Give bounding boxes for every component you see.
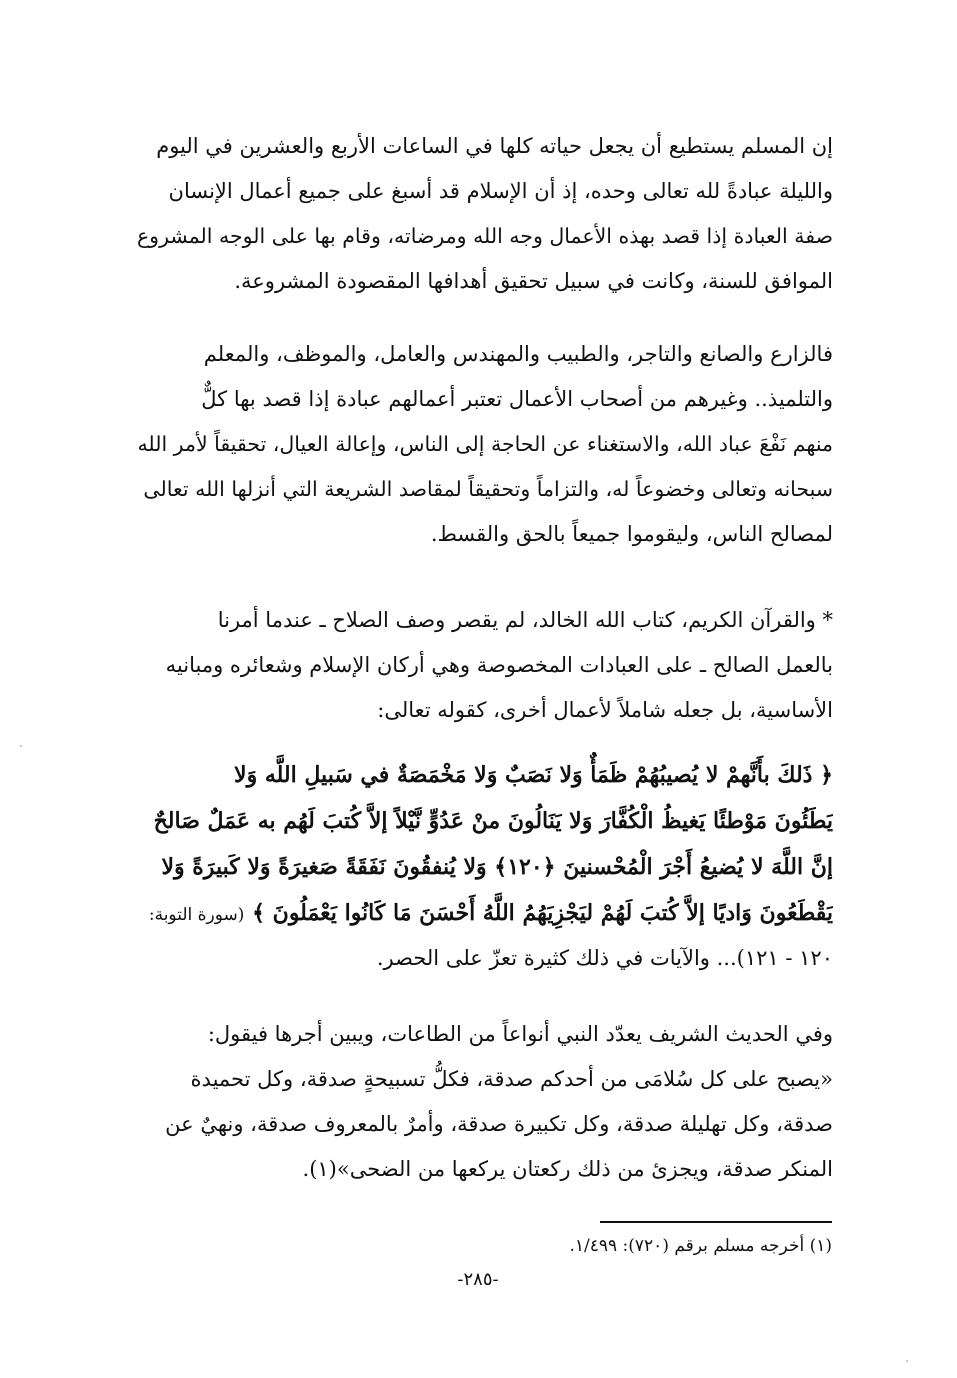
paragraph-line: والتلميذ.. وغيرهم من أصحاب الأعمال تعتبر أعمالهم عبادة إذا قصد بها كلٌّ (201, 387, 833, 411)
paragraph-line: وفي الحديث الشريف يعدّد النبي أنواعاً من الطاعات، ويبين أجرها فيقول: (207, 1022, 833, 1046)
paragraph-line: والليلة عبادةً لله تعالى وحده، إذ أن الإسلام قد أسبغ على جميع أعمال الإنسان (168, 179, 833, 203)
verse-line-text: يَقْطَعُونَ وَاديًا إلاَّ كُتبَ لَهُمْ ليَجْزِيَهُمُ اللَّهُ أَحْسَنَ مَا كَانُوا يَعْمَلُونَ ﴾ (252, 900, 833, 926)
footnote-divider (600, 1221, 832, 1223)
scan-speck (906, 1360, 908, 1362)
quran-verse (128, 752, 833, 936)
paragraph-line: سبحانه وتعالى وخضوعاً له، والتزاماً وتحقيقاً لمقاصد الشريعة التي أنزلها الله تعالى (143, 477, 833, 501)
paragraph-line: منهم نَفْعَ عباد الله، والاستغناء عن الحاجة إلى الناس، وإعالة العيال، تحقيقاً لأمر الله (137, 432, 833, 456)
paragraph-line: صفة العبادة إذا قصد بهذه الأعمال وجه الله ومرضاته، وقام بها على الوجه المشروع (136, 224, 833, 248)
verse-line: يَطَئُونَ مَوْطئًا يَغيظُ الْكُفَّارَ وَلا يَنَالُونَ منْ عَدُوٍّ نَّيْلاً إلاَّ كُتبَ لَهُم به عَمَلٌ صَالحٌ (153, 808, 833, 834)
paragraph-2 (128, 332, 833, 557)
paragraph-line: الأساسية، بل جعله شاملاً لأعمال أخرى، كقوله تعالى: (377, 698, 833, 722)
paragraph-line: لمصالح الناس، وليقوموا جميعاً بالحق والقسط. (430, 522, 833, 546)
page-number: -٢٨٥- (457, 1269, 499, 1290)
paragraph-line: صدقة، وكل تهليلة صدقة، وكل تكبيرة صدقة، وأمرٌ بالمعروف صدقة، ونهيٌ عن (165, 1112, 833, 1136)
verse-line (128, 890, 833, 936)
verse-reference: (سورة التوبة: (148, 905, 245, 925)
paragraph-1 (128, 124, 833, 304)
paragraph-line: * والقرآن الكريم، كتاب الله الخالد، لم يقصر وصف الصلاح ـ عندما أمرنا (217, 608, 833, 632)
paragraph-line: «يصبح على كل سُلامَى من أحدكم صدقة، فكلُّ تسبيحةٍ صدقة، وكل تحميدة (190, 1067, 833, 1091)
scan-speck (20, 745, 22, 747)
paragraph-line: فالزارع والصانع والتاجر، والطبيب والمهندس والعامل، والموظف، والمعلم (203, 342, 833, 366)
paragraph-line: الموافق للسنة، وكانت في سبيل تحقيق أهدافها المقصودة المشروعة. (234, 269, 833, 293)
verse-line: إنَّ اللَّهَ لا يُضيعُ أَجْرَ الْمُحْسنينَ ﴿١٢٠﴾ وَلا يُنفقُونَ نَفَقَةً صَغيرَةً وَلا كَبيرَةً وَلا (161, 854, 833, 880)
paragraph-line: ١٢٠ - ١٢١)... والآيات في ذلك كثيرة تعزّ على الحصر. (376, 946, 833, 970)
paragraph-3 (128, 598, 833, 733)
verse-reference-continuation (128, 936, 833, 981)
paragraph-4 (128, 1012, 833, 1192)
paragraph-line: إن المسلم يستطيع أن يجعل حياته كلها في الساعات الأربع والعشرين في اليوم (156, 134, 833, 158)
footnote: (١) أخرجه مسلم برقم (٧٢٠): ١/٤٩٩. (569, 1236, 832, 1256)
paragraph-line: المنكر صدقة، ويجزئ من ذلك ركعتان يركعها من الضحى»(١). (302, 1157, 833, 1181)
verse-line: ﴿ ذَلكَ بأَنَّهمْ لا يُصيبُهُمْ ظَمَأٌ وَلا نَصَبٌ وَلا مَخْمَصَةٌ في سَبيلِ اللَّه وَلا (234, 762, 833, 788)
paragraph-line: بالعمل الصالح ـ على العبادات المخصوصة وهي أركان الإسلام وشعائره ومبانيه (165, 653, 833, 677)
